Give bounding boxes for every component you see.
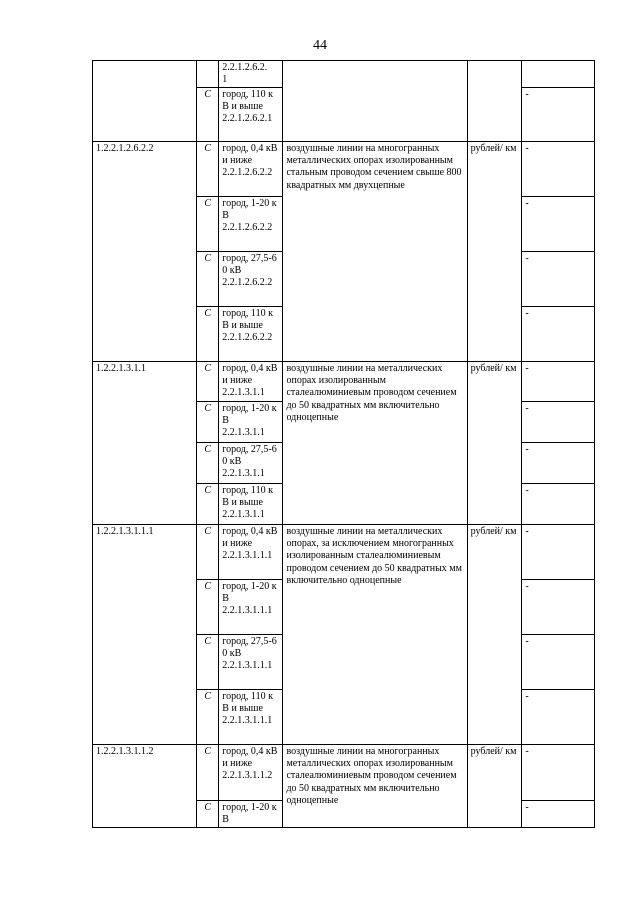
level-name: город, 27,5-60 кВ bbox=[222, 444, 277, 468]
description-cell: воздушные линии на металлических опорах изолированным сталеалюминиевым проводом сечением до 50 квадратных мм включительно одноцепные bbox=[283, 362, 467, 525]
value-cell: - bbox=[522, 745, 595, 801]
table-row bbox=[93, 362, 595, 402]
voltage-level-cell bbox=[219, 690, 283, 745]
symbol-cell: С bbox=[197, 307, 219, 362]
level-code: 2.2.1.3.1.1 bbox=[222, 427, 265, 439]
code-cell: 1.2.2.1.2.6.2.2 bbox=[93, 142, 197, 362]
level-code: 2.2.1.3.1.1.1 bbox=[222, 715, 273, 727]
level-code: 2.2.1.3.1.1.1 bbox=[222, 605, 273, 617]
value-cell: - bbox=[522, 484, 595, 525]
level-code: 2.2.1.2.6.2.2 bbox=[222, 167, 273, 179]
value-cell: - bbox=[522, 402, 595, 443]
value-cell bbox=[522, 61, 595, 88]
table-row bbox=[93, 142, 595, 197]
table-row bbox=[93, 745, 595, 801]
voltage-level-cell bbox=[219, 402, 283, 443]
level-name: город, 110 кВ и выше bbox=[222, 485, 273, 509]
level-code: 2.2.1.2.6.2.2 bbox=[222, 222, 273, 234]
symbol-cell: С bbox=[197, 580, 219, 635]
level-name: город, 1-20 кВ bbox=[222, 581, 277, 605]
symbol-cell: С bbox=[197, 635, 219, 690]
symbol-cell: С bbox=[197, 525, 219, 580]
level-name: город, 27,5-60 кВ bbox=[222, 253, 277, 277]
level-code: 2.2.1.2.6.2.2 bbox=[222, 332, 273, 344]
level-code-tail: 1 bbox=[222, 74, 228, 86]
unit-cell: рублей/ км bbox=[467, 142, 522, 362]
level-code: 2.2.1.2.6.2.2 bbox=[222, 277, 273, 289]
voltage-level-cell bbox=[219, 362, 283, 402]
code-cell: 1.2.2.1.3.1.1 bbox=[93, 362, 197, 525]
level-code: 2.2.1.3.1.1.1 bbox=[222, 550, 273, 562]
description-cell: воздушные линии на многогранных металлических опорах изолированным стальным проводом сечением свыше 800 квадратных мм двухцепные bbox=[283, 142, 467, 362]
description-cell bbox=[283, 61, 467, 142]
voltage-level-cell bbox=[219, 801, 283, 828]
symbol-cell: С bbox=[197, 197, 219, 252]
table-row bbox=[93, 61, 595, 88]
voltage-level-cell bbox=[219, 197, 283, 252]
level-name: город, 1-20 кВ bbox=[222, 403, 277, 427]
symbol-cell: С bbox=[197, 690, 219, 745]
symbol-cell: С bbox=[197, 252, 219, 307]
level-name: город, 0,4 кВ и ниже bbox=[222, 526, 278, 550]
value-cell: - bbox=[522, 801, 595, 828]
unit-cell bbox=[467, 61, 522, 142]
symbol-cell: С bbox=[197, 142, 219, 197]
voltage-level-cell bbox=[219, 745, 283, 801]
value-cell: - bbox=[522, 197, 595, 252]
value-cell: - bbox=[522, 443, 595, 484]
level-name: город, 0,4 кВ и ниже bbox=[222, 363, 278, 387]
value-cell: - bbox=[522, 690, 595, 745]
level-name: город, 0,4 кВ и ниже bbox=[222, 746, 278, 770]
level-code: 2.2.1.3.1.1 bbox=[222, 387, 265, 399]
value-cell: - bbox=[522, 88, 595, 142]
symbol-cell: С bbox=[197, 484, 219, 525]
voltage-level-cell bbox=[219, 252, 283, 307]
table-row bbox=[93, 525, 595, 580]
symbol-cell bbox=[197, 61, 219, 88]
level-name: город, 1-20 кВ bbox=[222, 802, 277, 826]
symbol-cell: С bbox=[197, 443, 219, 484]
voltage-level-cell bbox=[219, 88, 283, 142]
level-code: 2.2.1.2.6.2. bbox=[222, 62, 268, 73]
unit-cell: рублей/ км bbox=[467, 525, 522, 745]
level-name: город, 110 кВ и выше bbox=[222, 308, 273, 332]
voltage-level-cell bbox=[219, 142, 283, 197]
voltage-level-cell bbox=[219, 635, 283, 690]
tariff-table bbox=[92, 60, 595, 828]
level-name: город, 0,4 кВ и ниже bbox=[222, 143, 278, 167]
level-code: 2.2.1.3.1.1 bbox=[222, 509, 265, 521]
voltage-level-cell bbox=[219, 61, 283, 88]
value-cell: - bbox=[522, 142, 595, 197]
value-cell: - bbox=[522, 252, 595, 307]
symbol-cell: С bbox=[197, 745, 219, 801]
level-code: 2.2.1.3.1.1.2 bbox=[222, 770, 273, 782]
level-name: город, 1-20 кВ bbox=[222, 198, 277, 222]
code-cell: 1.2.2.1.3.1.1.1 bbox=[93, 525, 197, 745]
symbol-cell: С bbox=[197, 362, 219, 402]
symbol-cell: С bbox=[197, 88, 219, 142]
symbol-cell: С bbox=[197, 402, 219, 443]
level-name: город, 110 кВ и выше bbox=[222, 691, 273, 715]
unit-cell: рублей/ км bbox=[467, 362, 522, 525]
voltage-level-cell bbox=[219, 307, 283, 362]
level-name: город, 110 кВ и выше bbox=[222, 89, 273, 113]
code-cell: 1.2.2.1.3.1.1.2 bbox=[93, 745, 197, 828]
level-code: 2.2.1.3.1.1.1 bbox=[222, 660, 273, 672]
value-cell: - bbox=[522, 580, 595, 635]
voltage-level-cell bbox=[219, 443, 283, 484]
symbol-cell: С bbox=[197, 801, 219, 828]
level-name: город, 27,5-60 кВ bbox=[222, 636, 277, 660]
value-cell: - bbox=[522, 525, 595, 580]
level-code: 2.2.1.2.6.2.1 bbox=[222, 113, 273, 125]
voltage-level-cell bbox=[219, 580, 283, 635]
page-number: 44 bbox=[313, 38, 327, 53]
value-cell: - bbox=[522, 362, 595, 402]
description-cell: воздушные линии на металлических опорах, за исключением многогранных изолированным сталеалюминиевым проводом сечением до 50 квадратных мм включительно одноцепные bbox=[283, 525, 467, 745]
voltage-level-cell bbox=[219, 484, 283, 525]
code-cell bbox=[93, 61, 197, 142]
level-code: 2.2.1.3.1.1 bbox=[222, 468, 265, 480]
voltage-level-cell bbox=[219, 525, 283, 580]
description-cell: воздушные линии на многогранных металлических опорах изолированным сталеалюминиевым проводом сечением до 50 квадратных мм включительно одноцепные bbox=[283, 745, 467, 828]
value-cell: - bbox=[522, 635, 595, 690]
value-cell: - bbox=[522, 307, 595, 362]
unit-cell: рублей/ км bbox=[467, 745, 522, 828]
